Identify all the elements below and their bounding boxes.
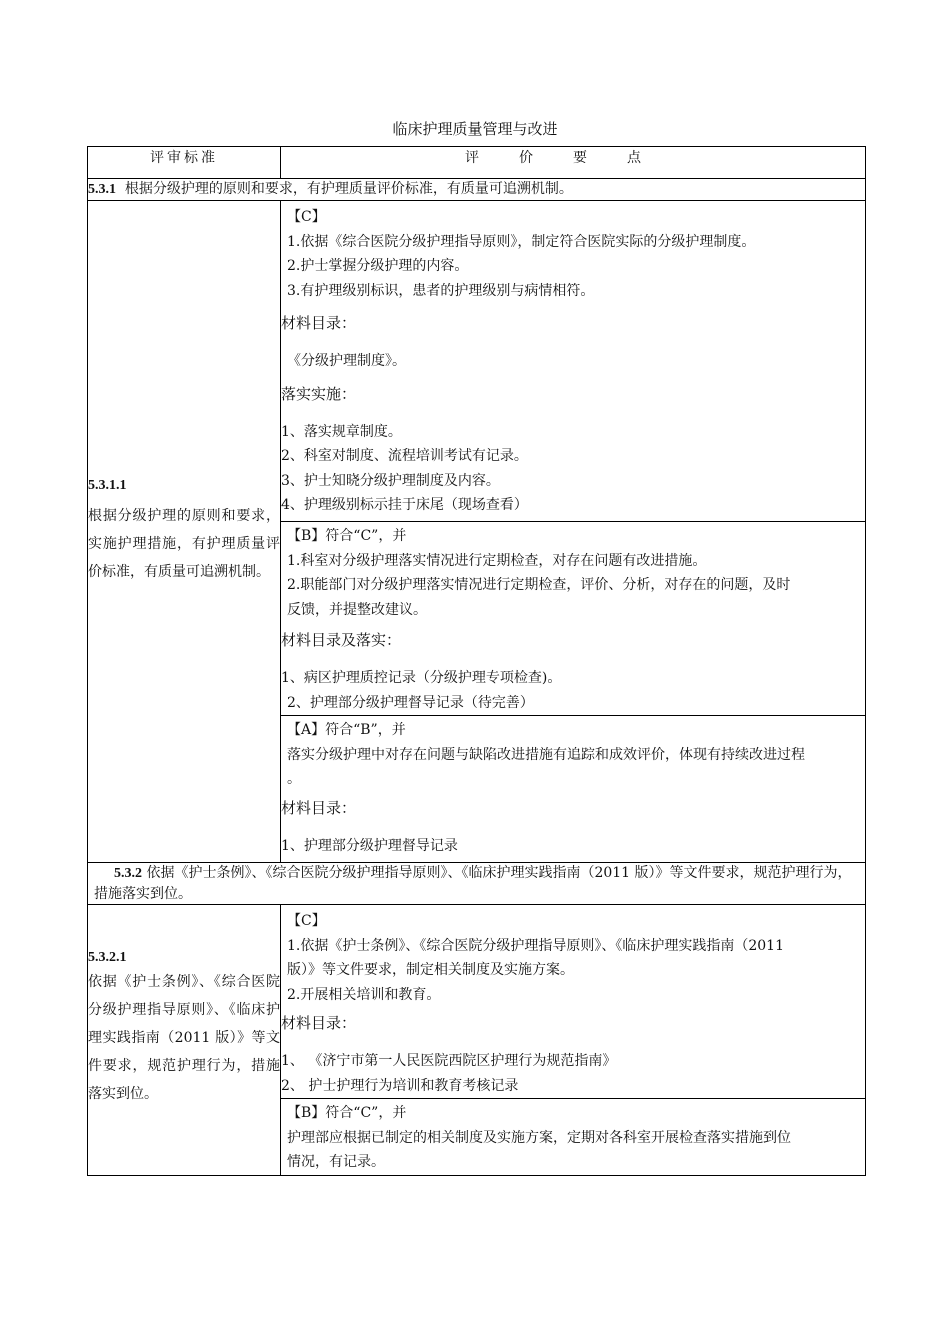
level-c-cell: [281, 201, 866, 522]
level-heading: 【C】: [287, 209, 326, 225]
item-code: 5.3.1.1: [88, 477, 127, 493]
level-heading: 【C】: [287, 913, 326, 929]
level-line: 版）》等文件要求，制定相关制度及实施方案。: [287, 962, 574, 978]
level-line: 1.依据《护士条例》、《综合医院分级护理指导原则》、《临床护理实践指南（2011: [287, 937, 784, 954]
materials-heading: 材料目录：: [281, 1014, 357, 1032]
section-5-3-1: [88, 179, 866, 201]
item-text: 依据《护士条例》、《综合医院分级护理指导原则》、《临床护理实践指南（2011 版）》等文件要求，规范护理行为，措施落实到位。: [88, 974, 280, 1102]
implementation-line: 3、护士知晓分级护理制度及内容。: [281, 472, 500, 489]
item-text: 根据分级护理的原则和要求，实施护理措施，有护理质量评价标准，有质量可追溯机制。: [88, 507, 280, 580]
table-header-row: [88, 147, 866, 179]
level-heading: 【B】符合“C”，并: [287, 528, 407, 544]
section-5-3-2: [88, 863, 866, 905]
level-line: 落实分级护理中对存在问题与缺陷改进措施有追踪和成效评价，体现有持续改进过程: [287, 746, 805, 763]
level-line: 1.科室对分级护理落实情况进行定期检查，对存在问题有改进措施。: [287, 552, 707, 569]
item-5-3-2-1: [88, 905, 281, 1176]
header-evaluation: 评价要点: [281, 147, 866, 179]
section-text: 依据《护士条例》、《综合医院分级护理指导原则》、《临床护理实践指南（2011 版）》等文件要求，规范护理行为，措施落实到位。: [94, 865, 852, 902]
level-c-cell: [281, 905, 866, 1099]
level-heading: 【B】符合“C”，并: [287, 1105, 407, 1121]
implementation-heading: 落实实施：: [281, 384, 357, 403]
standards-table: [87, 146, 866, 1176]
level-line: 情况，有记录。: [287, 1154, 385, 1170]
implementation-line: 2、科室对制度、流程培训考试有记录。: [281, 448, 528, 464]
level-heading: 【A】符合“B”，并: [287, 722, 406, 738]
level-b-cell: [281, 522, 866, 716]
material-line: 1、护理部分级护理督导记录: [281, 837, 458, 854]
level-line: 。: [287, 771, 301, 787]
level-line: 3.有护理级别标识，患者的护理级别与病情相符。: [287, 282, 595, 299]
material-line: 1、 《济宁市第一人民医院西院区护理行为规范指南》: [281, 1053, 617, 1069]
section-code: 5.3.1: [88, 182, 116, 197]
level-line: 反馈，并提整改建议。: [287, 601, 427, 618]
item-row: [88, 201, 866, 522]
materials-heading: 材料目录：: [281, 314, 357, 332]
level-line: 2.护士掌握分级护理的内容。: [287, 258, 469, 274]
item-5-3-1-1: [88, 201, 281, 863]
section-row: [88, 179, 866, 201]
item-row: [88, 905, 866, 1099]
level-a-cell: [281, 716, 866, 863]
material-line: 1、病区护理质控记录（分级护理专项检查)。: [281, 670, 562, 686]
materials-heading: 材料目录：: [281, 798, 357, 817]
material-line: 《分级护理制度》。: [287, 353, 406, 369]
section-row: [88, 863, 866, 905]
level-line: 护理部应根据已制定的相关制度及实施方案，定期对各科室开展检查落实措施到位: [287, 1129, 791, 1146]
material-line: 2、 护士护理行为培训和教育考核记录: [281, 1077, 519, 1094]
level-b-cell: [281, 1099, 866, 1176]
material-line: 2、护理部分级护理督导记录（待完善）: [287, 694, 534, 711]
item-code: 5.3.2.1: [88, 950, 127, 965]
implementation-line: 1、落实规章制度。: [281, 423, 402, 440]
section-text: 根据分级护理的原则和要求，有护理质量评价标准，有质量可追溯机制。: [124, 181, 573, 197]
header-standard: 评审标准: [88, 147, 281, 179]
implementation-line: 4、护理级别标示挂于床尾（现场查看）: [281, 497, 528, 513]
materials-heading: 材料目录及落实：: [281, 631, 402, 649]
section-code: 5.3.2: [114, 866, 142, 881]
level-line: 1.依据《综合医院分级护理指导原则》，制定符合医院实际的分级护理制度。: [287, 233, 756, 250]
page-title: 临床护理质量管理与改进: [392, 120, 558, 138]
level-line: 2.开展相关培训和教育。: [287, 986, 441, 1003]
level-line: 2.职能部门对分级护理落实情况进行定期检查，评价、分析，对存在的问题，及时: [287, 577, 791, 593]
